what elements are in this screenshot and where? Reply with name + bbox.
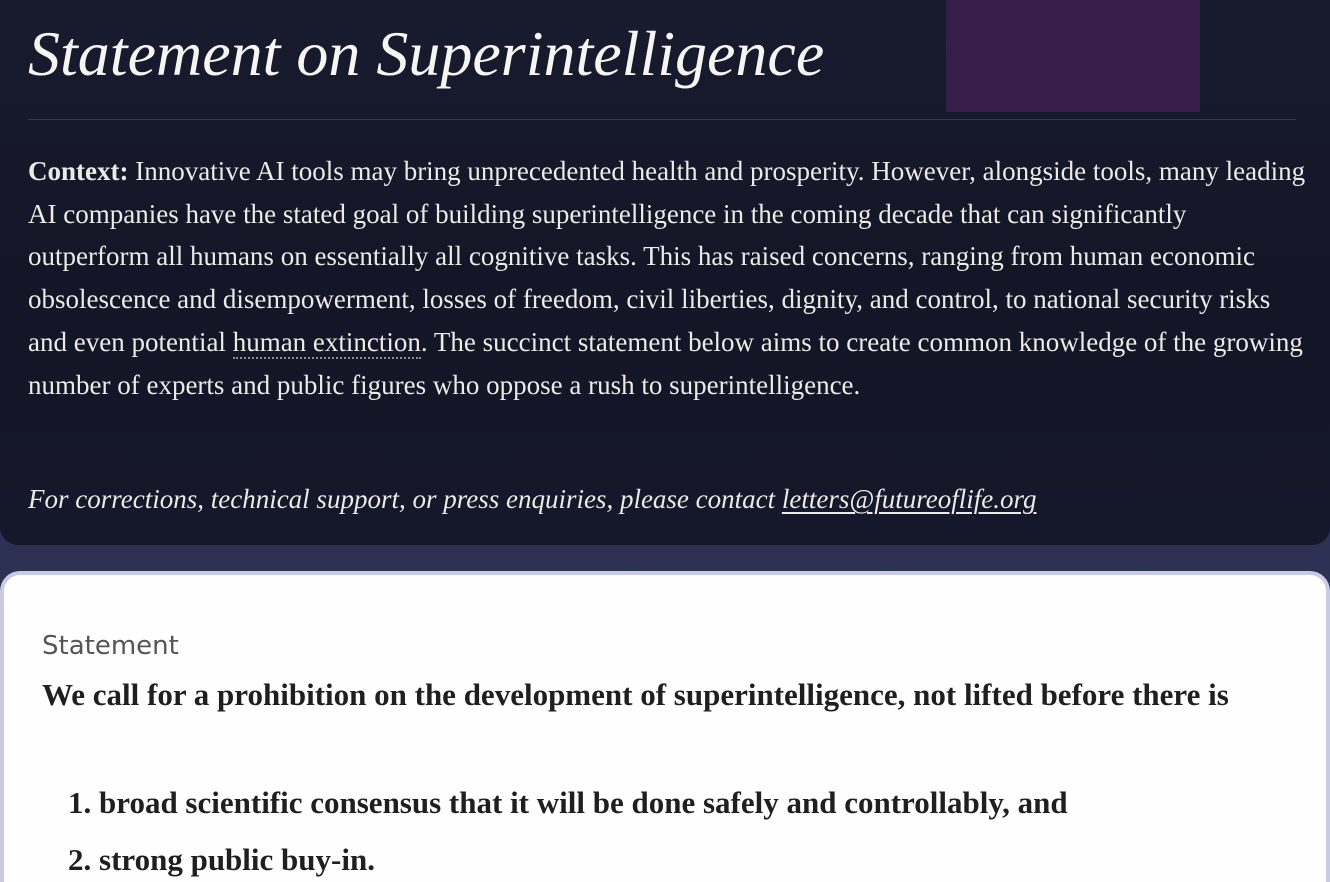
contact-text: For corrections, technical support, or press enquiries, please contact [28, 484, 782, 514]
glossary-term-human-extinction[interactable]: human extinction [232, 326, 421, 357]
title-divider [28, 119, 1296, 120]
context-body-start: Innovative AI tools may bring unprecedented health and prosperity. However, alongside tools, many leading AI companies have the stated goal of building superintelligence in the coming decade that can significantly outperform all humans on essentially all cognitive tasks. This has raised concerns, ranging from human economic obsolescence and disempowerment, losses of freedom, civil liberties, dignity, and control, to national security risks and even potential [28, 156, 1306, 357]
statement-label: Statement [42, 631, 179, 661]
accent-image-block [946, 0, 1200, 112]
page-title: Statement on Superintelligence [28, 18, 825, 89]
statement-condition: 2. strong public buy-in. [68, 842, 375, 877]
context-paragraph [28, 150, 1313, 406]
contact-email-link[interactable]: letters@futureoflife.org [781, 484, 1037, 514]
statement-card [0, 571, 1330, 882]
statement-conditions-list [68, 774, 1068, 882]
contact-line [28, 478, 1036, 520]
statement-condition: 1. broad scientific consensus that it will be done safely and controllably, and [68, 785, 1068, 820]
context-label: Context: [28, 156, 129, 186]
statement-text: We call for a prohibition on the development of superintelligence, not lifted before there is [42, 677, 1229, 712]
context-body-end: . The succinct statement below aims to create common knowledge of the growing number of experts and public figures who oppose a rush to superintelligence. [28, 326, 1303, 400]
